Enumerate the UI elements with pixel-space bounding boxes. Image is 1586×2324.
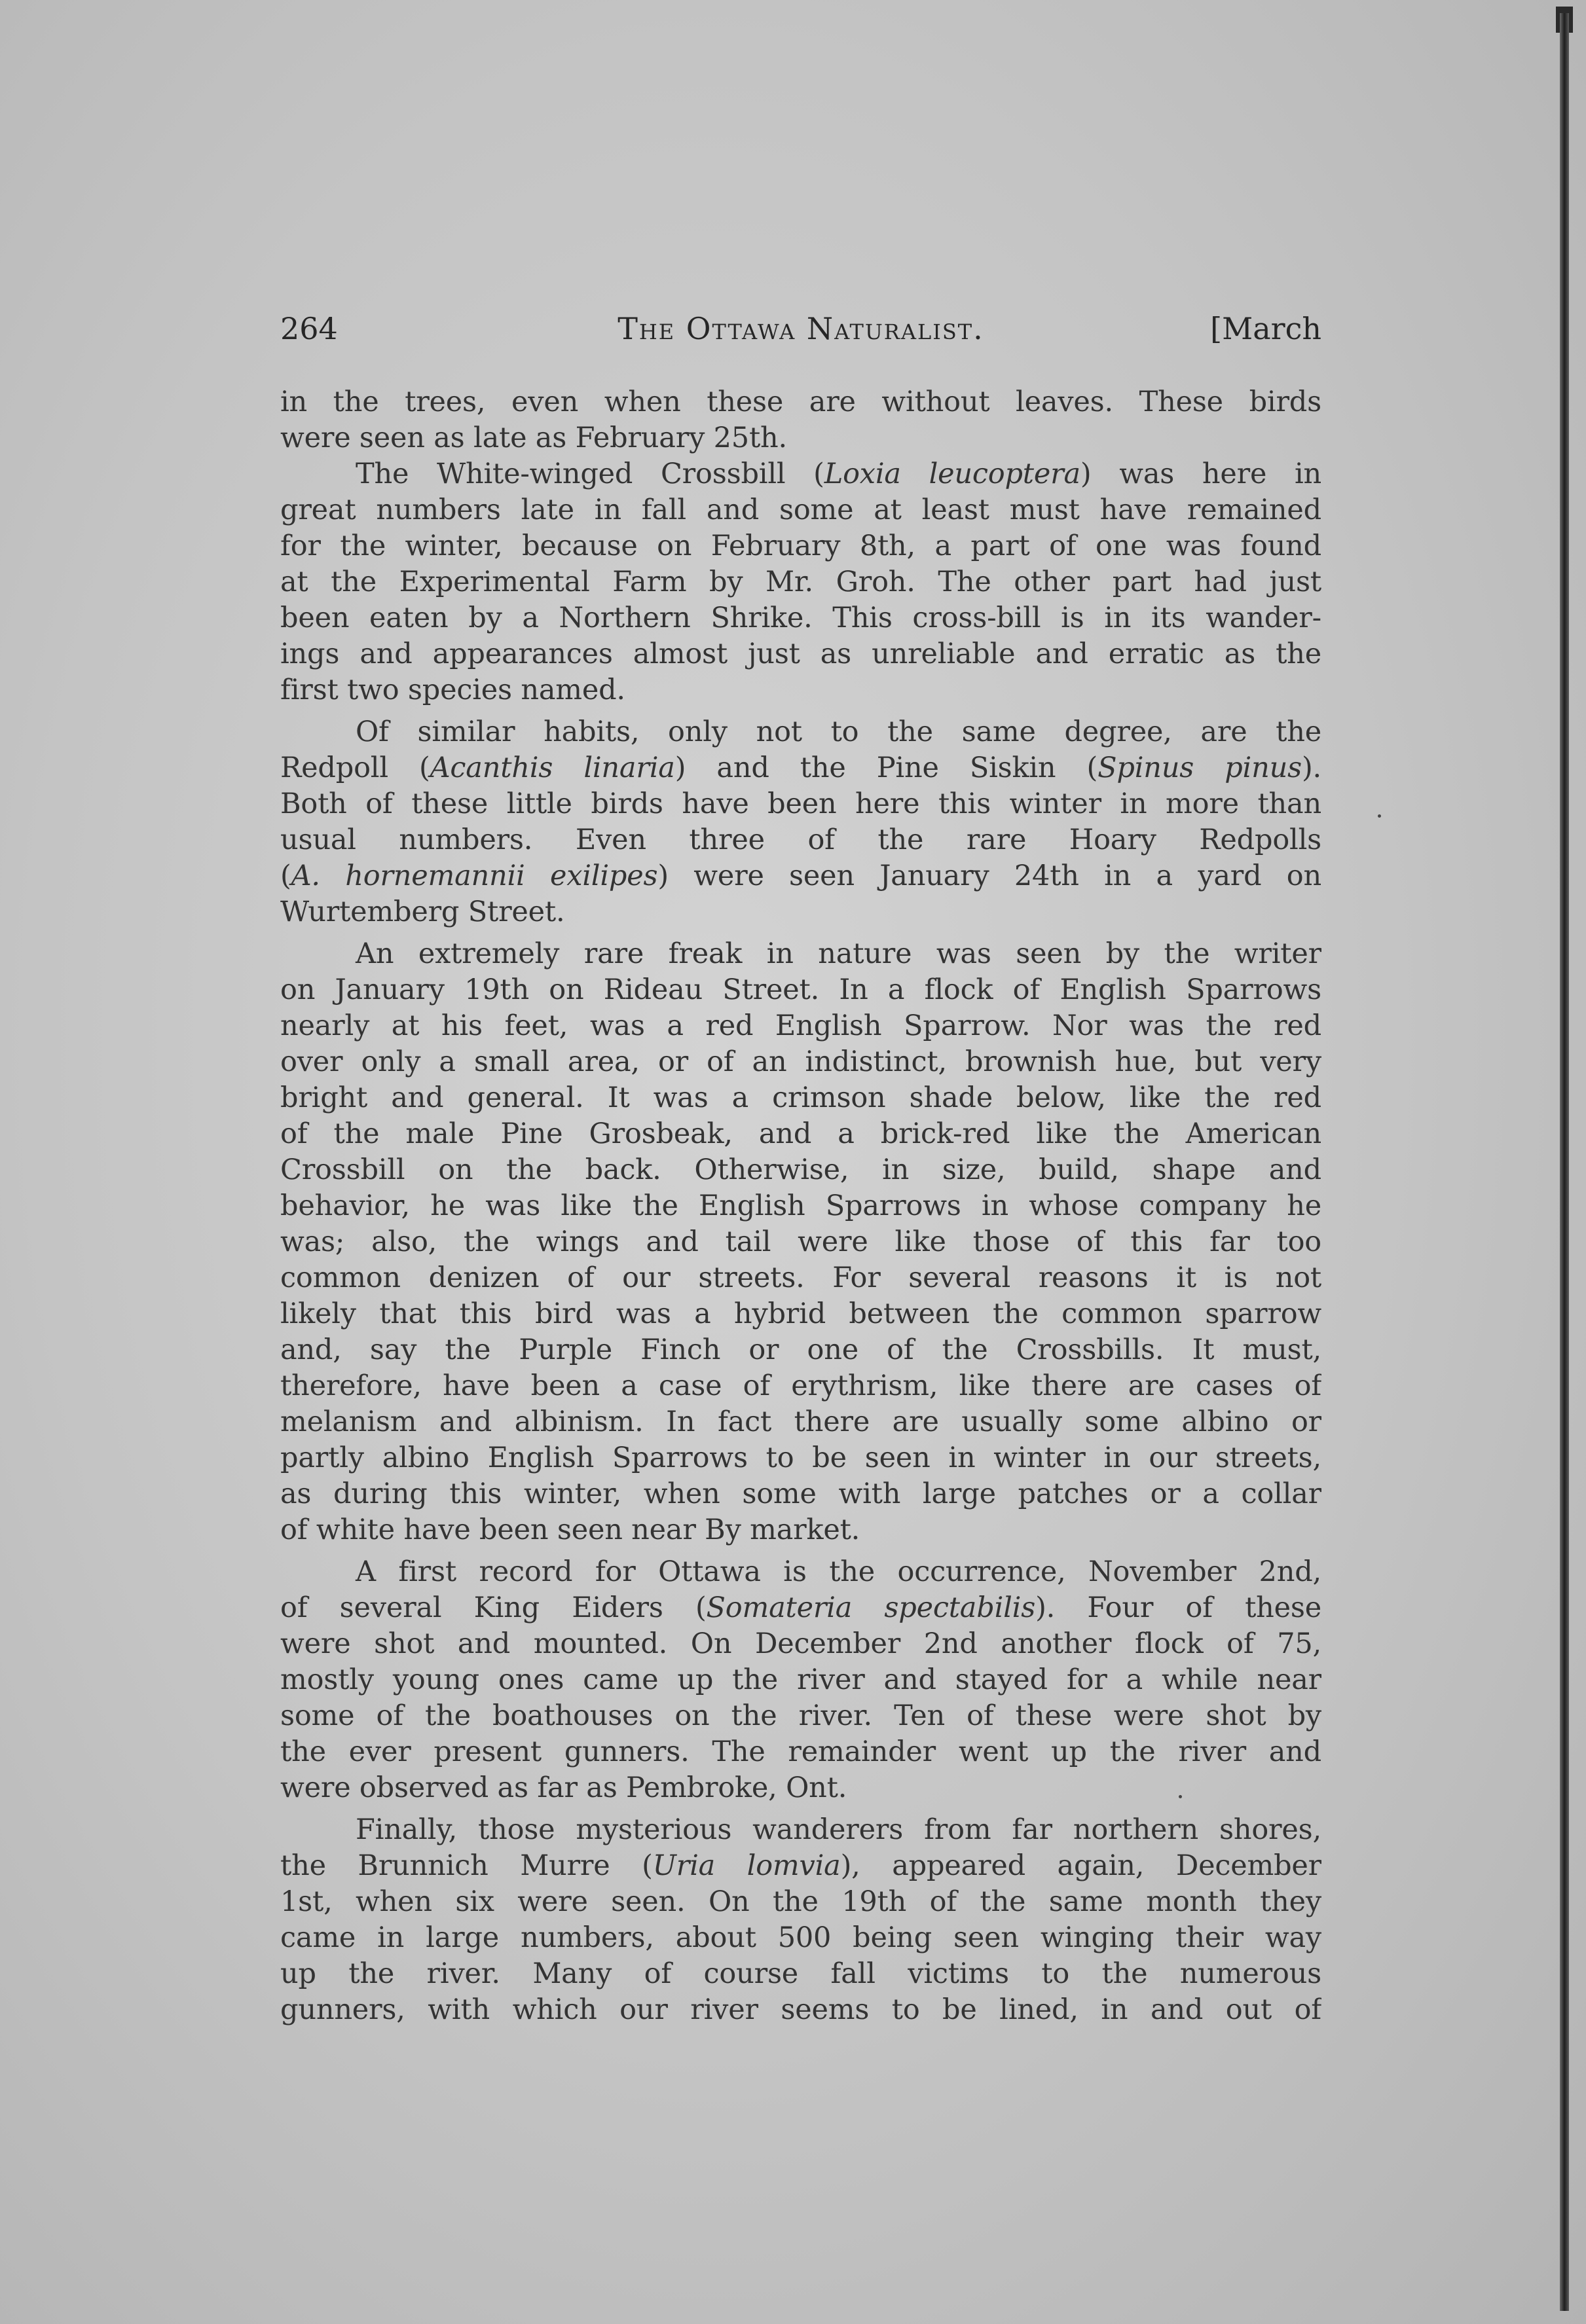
text-line: of white have been seen near By market. — [280, 1514, 860, 1546]
text-line: usual numbers. Even three of the rare Hoary Redpolls — [280, 824, 1321, 856]
text-line: partly albino English Sparrows to be seen in winter in our streets, — [280, 1442, 1321, 1474]
text-line: melanism and albinism. In fact there are usually some albino or — [280, 1406, 1321, 1438]
text-line: behavior, he was like the English Sparrows in whose company he — [280, 1189, 1321, 1222]
text-line: first two species named. — [280, 674, 625, 706]
text-line: the Brunnich Murre (Uria lomvia), appeared again, December — [280, 1849, 1321, 1882]
text-line: as during this winter, when some with large patches or a collar — [280, 1478, 1321, 1510]
text-line: (A. hornemannii exilipes) were seen January 24th in a yard on — [280, 860, 1321, 892]
paragraph-brunnich-murre — [280, 1812, 1321, 2028]
text-line: at the Experimental Farm by Mr. Groh. The other part had just — [280, 566, 1321, 598]
running-month: [March — [1210, 311, 1321, 346]
running-title: The Ottawa Naturalist. — [618, 311, 984, 346]
text-line: for the winter, because on February 8th, a part of one was found — [280, 530, 1321, 562]
text-line: Of similar habits, only not to the same degree, are the — [356, 716, 1321, 748]
paragraph-red-sparrow — [280, 936, 1321, 1548]
text-line: were seen as late as February 25th. — [280, 422, 787, 454]
text-line: up the river. Many of course fall victims to the numerous — [280, 1957, 1321, 1990]
paragraph-white-winged-crossbill — [280, 456, 1321, 708]
paragraph-redpoll-siskin — [280, 714, 1321, 930]
text-line: and, say the Purple Finch or one of the Crossbills. It must, — [280, 1334, 1321, 1366]
paragraph-continuation — [280, 384, 1321, 456]
text-line: the ever present gunners. The remainder went up the river and — [280, 1735, 1321, 1768]
text-line: gunners, with which our river seems to be lined, in and out of — [280, 1993, 1321, 2026]
text-line: bright and general. It was a crimson shade below, like the red — [280, 1081, 1321, 1114]
text-line: therefore, have been a case of erythrism, like there are cases of — [280, 1370, 1321, 1402]
text-line: A first record for Ottawa is the occurrence, November 2nd, — [356, 1555, 1321, 1588]
text-line: Crossbill on the back. Otherwise, in size, build, shape and — [280, 1153, 1321, 1186]
text-line: of several King Eiders (Somateria spectabilis). Four of these — [280, 1591, 1321, 1624]
binding-edge — [1560, 13, 1569, 2311]
text-line: were shot and mounted. On December 2nd another flock of 75, — [280, 1627, 1321, 1660]
text-line: great numbers late in fall and some at least must have remained — [280, 494, 1321, 526]
text-line: likely that this bird was a hybrid between the common sparrow — [280, 1298, 1321, 1330]
text-line: was; also, the wings and tail were like those of this far too — [280, 1226, 1321, 1258]
text-line: An extremely rare freak in nature was seen by the writer — [356, 937, 1321, 970]
text-line: nearly at his feet, was a red English Sparrow. Nor was the red — [280, 1009, 1321, 1042]
dust-speck — [1378, 814, 1381, 818]
text-line: mostly young ones came up the river and stayed for a while near — [280, 1663, 1321, 1696]
page-number: 264 — [280, 311, 338, 346]
dust-speck — [1179, 1795, 1182, 1798]
text-line: in the trees, even when these are without leaves. These birds — [280, 386, 1321, 418]
article-body — [280, 384, 1321, 2028]
text-line: some of the boathouses on the river. Ten of these were shot by — [280, 1699, 1321, 1732]
text-line: Wurtemberg Street. — [280, 896, 565, 928]
text-line: on January 19th on Rideau Street. In a flock of English Sparrows — [280, 973, 1321, 1006]
text-line: Redpoll (Acanthis linaria) and the Pine Siskin (Spinus pinus). — [280, 752, 1321, 784]
paragraph-king-eiders — [280, 1554, 1321, 1806]
text-line: of the male Pine Grosbeak, and a brick-red like the American — [280, 1117, 1321, 1150]
text-line: were observed as far as Pembroke, Ont. — [280, 1771, 847, 1804]
running-header — [280, 302, 1321, 355]
text-line: ings and appearances almost just as unreliable and erratic as the — [280, 638, 1321, 670]
text-line: over only a small area, or of an indistinct, brownish hue, but very — [280, 1045, 1321, 1078]
text-line: common denizen of our streets. For several reasons it is not — [280, 1262, 1321, 1294]
text-line: The White-winged Crossbill (Loxia leucoptera) was here in — [356, 458, 1321, 490]
text-line: came in large numbers, about 500 being seen winging their way — [280, 1921, 1321, 1954]
text-line: Both of these little birds have been here this winter in more than — [280, 788, 1321, 820]
text-line: Finally, those mysterious wanderers from far northern shores, — [356, 1813, 1321, 1846]
text-line: been eaten by a Northern Shrike. This cross-bill is in its wander- — [280, 602, 1321, 634]
text-line: 1st, when six were seen. On the 19th of the same month they — [280, 1885, 1321, 1918]
